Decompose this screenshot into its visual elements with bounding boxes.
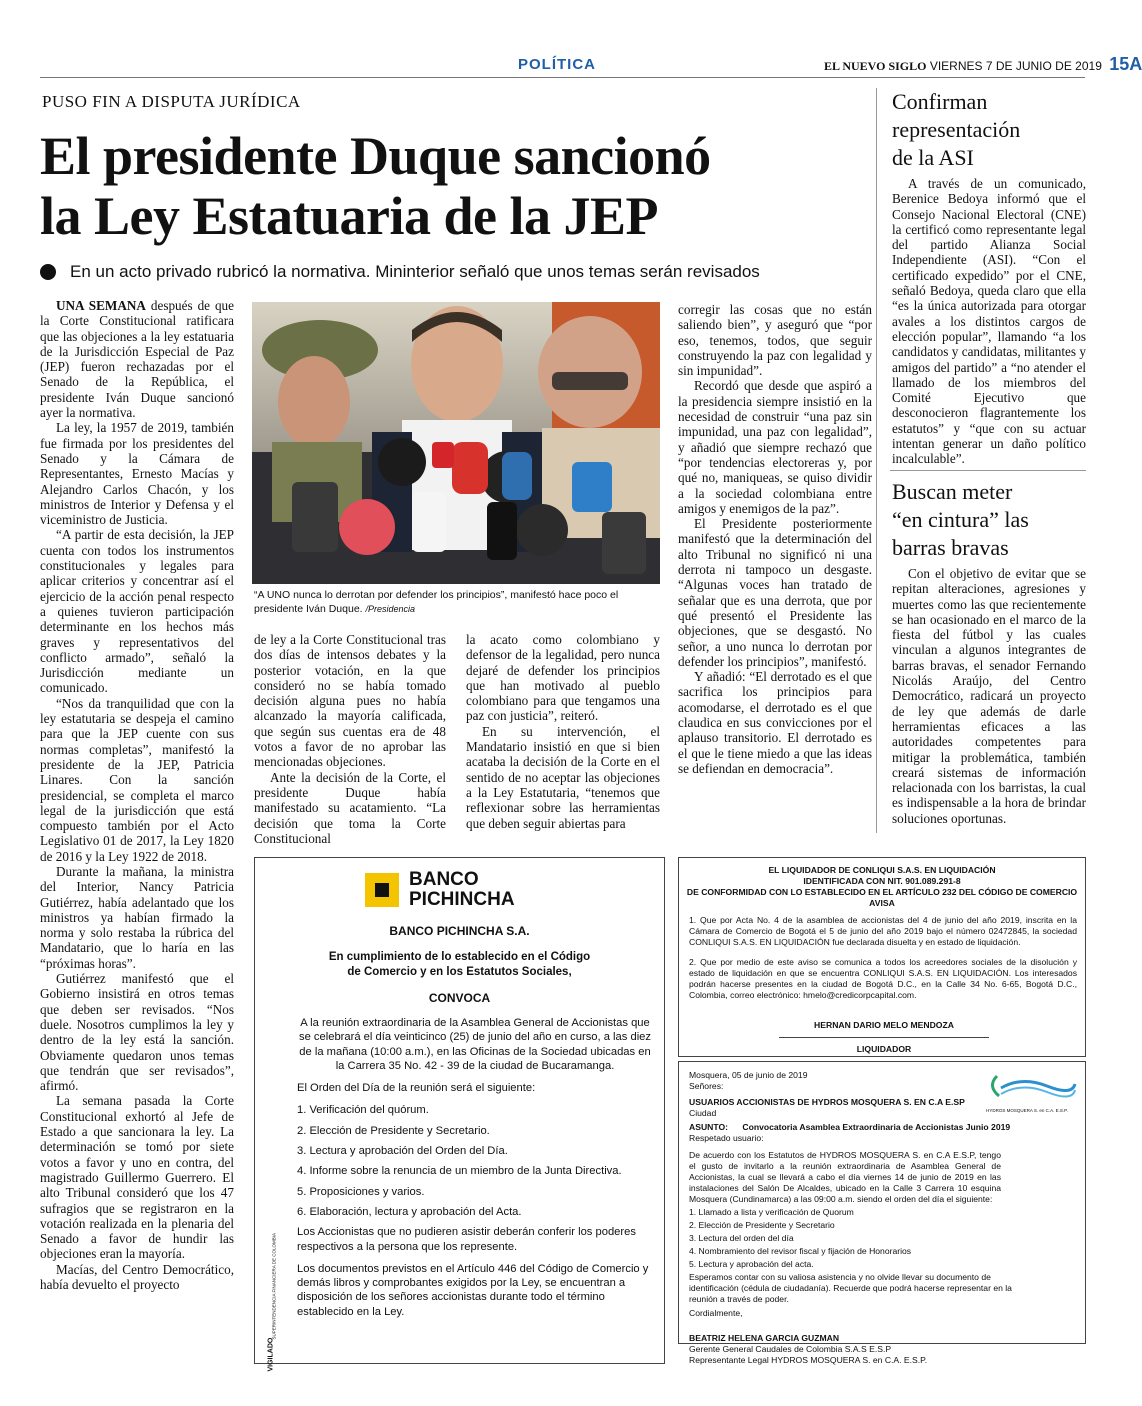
hydros-agenda-item: 4. Nombramiento del revisor fiscal y fijación de Honorarios <box>689 1246 912 1256</box>
article-kicker: PUSO FIN A DISPUTA JURÍDICA <box>42 92 301 111</box>
article-headline <box>40 126 870 246</box>
section-label: POLÍTICA <box>518 56 596 73</box>
hydros-agenda-item: 2. Elección de Presidente y Secretario <box>689 1220 835 1230</box>
sidebar-story-2-title <box>892 478 1088 562</box>
conliqui-role: LIQUIDADOR <box>856 1044 912 1054</box>
hydros-body <box>689 1070 1079 1366</box>
article-paragraph: Recordó que desde que aspiró a la presidencia siempre insistió en la necesidad de construir “una paz sin impunidad, una paz con legalidad”, y añadió que siempre rechazó que “por tendencias electoreras y, por qué no, maniqueas, se quiso dividir a la sociedad colombiana entre amigos y enemigos de la paz”. <box>678 378 872 516</box>
conliqui-paragraph-2: 2. Que por medio de este aviso se comunica a todos los acreedores sociales de la disolución y estado de liquidación en que se encuentra CONLIQUI S.A.S. EN LIQUIDACIÓN. Los interesados podrán hacerse presentes en la ciudad de Bogotá D.C., en la Calle 34 No. 6-65, Bogotá D.C., Colombia, correo electrónico: hmelo@credicorpcapital.com. <box>689 957 1077 1000</box>
intro-line-2: de Comercio y en los Estatutos Sociales, <box>347 966 572 978</box>
pichincha-logo <box>365 870 515 910</box>
article-column-4 <box>678 302 872 776</box>
conliqui-paragraph-1: 1. Que por Acta No. 4 de la asamblea de accionistas del 4 de junio del año 2019, inscrita en la Cámara de Comercio de Bogotá el 5 de junio del año 2019 bajo el número 02472845, la sociedad CONLIQUI S.A.S. EN LIQUIDACIÓN fue declarada disuelta y en estado de liquidación. <box>689 915 1077 947</box>
page-header-info <box>824 54 1142 75</box>
hydros-senores: Señores: <box>689 1081 724 1091</box>
pichincha-paragraph-4: Los documentos previstos en el Artículo 446 del Código de Comercio y demás libros y comprobantes exigidos por la Ley, se encuentran a disposición de los señores accionistas durante todo el término establecido en la Ley. <box>297 1262 649 1318</box>
pichincha-paragraph-3: Los Accionistas que no pudieren asistir deberán conferir los poderes respectivos a la persona que los represente. <box>297 1226 636 1253</box>
issue-date: VIERNES 7 DE JUNIO DE 2019 <box>929 59 1102 73</box>
conliqui-heading <box>679 865 1085 909</box>
story-1-paragraph: A través de un comunicado, Berenice Bedoya informó que el Consejo Nacional Electoral (CNE) la certificó como representante legal del partido Alianza Social Independiente (ASI). “Con el certificado expedido” por el CNE, señaló Bedoya, queda claro que ella “es la única autorizada para otorgar avales a los distintos cargos de elección popular”, llamando “a los candidatos y candidatas, militantes y amigos del partido” a “no atender el llamado de los miembros del Comité Ejecutivo que desconocieron flagrantemente los estatutos” y “que con su actuar intentan generar un daño político incalculable”. <box>892 176 1086 467</box>
hydros-addressee: USUARIOS ACCIONISTAS DE HYDROS MOSQUERA S. EN C.A E.SP <box>689 1097 965 1107</box>
banco-pichincha-notice <box>254 857 665 1372</box>
photo-caption <box>254 588 660 616</box>
conliqui-heading-line: EL LIQUIDADOR DE CONLIQUI S.A.S. EN LIQUIDACIÓN <box>768 865 996 875</box>
agenda-item: 5. Proposiciones y varios. <box>297 1185 425 1198</box>
hydros-signer-role: Representante Legal HYDROS MOSQUERA S. en C.A. E.S.P. <box>689 1355 928 1365</box>
hydros-date: Mosquera, 05 de junio de 2019 <box>689 1070 808 1080</box>
hydros-greeting: Respetado usuario: <box>689 1133 764 1143</box>
article-column-3 <box>466 632 660 831</box>
sidebar-story-2-body <box>892 566 1086 826</box>
article-paragraph: En su intervención, el Mandatario insistió en que si bien acataba la decisión de la Corte en el sentido de no aceptar las objeciones a la Ley Estatutaria, “tenemos que reflexionar sobre las herramientas que deben seguir abiertas para <box>466 723 660 831</box>
pichincha-paragraph-1: A la reunión extraordinaria de la Asamblea General de Accionistas que se celebrará el día veinticinco (25) de junio del año en curso, a las diez de la mañana (10:00 a.m.), en las Oficinas de la Sociedad ubicadas en la Carrera 35 No. 42 - 39 de la ciudad de Bucaramanga. <box>299 1017 651 1072</box>
article-paragraph: El Presidente posteriormente manifestó que la determinación del alto Tribunal no significó ni una derrota ni tampoco un desgaste. “Algunas voces han tratado de señalar que es una derrota, que por qué presentó el Presidente las objeciones, que se desgastó. No señor, a uno nunca lo derrotan por defender los principios”, manifestó. <box>678 516 872 669</box>
agenda-item: 4. Informe sobre la renuncia de un miembro de la Junta Directiva. <box>297 1165 622 1178</box>
intro-line-1: En cumplimiento de lo establecido en el Código <box>328 951 591 963</box>
pichincha-agenda <box>297 1103 653 1219</box>
hydros-agenda-item: 1. Llamado a lista y verificación de Quorum <box>689 1207 854 1217</box>
pichincha-paragraph-2: El Orden del Día de la reunión será el siguiente: <box>297 1082 536 1095</box>
article-paragraph: Durante la mañana, la ministra del Interior, Nancy Patricia Gutiérrez, había adelantado que los ministros ya habían firmado la norma y solo restaba la rúbrica del Mandatario, que lo haría en las “próximas horas”. <box>40 863 234 971</box>
caption-text: “A UNO nunca lo derrotan por defender los principios”, manifestó hace poco el presidente Iván Duque. <box>254 589 619 615</box>
conliqui-signature <box>779 1020 989 1055</box>
hydros-ciudad: Ciudad <box>689 1108 717 1118</box>
hydros-asunto <box>689 1122 1079 1133</box>
agenda-item: 1. Verificación del quórum. <box>297 1104 429 1117</box>
sidebar-separator <box>890 470 1086 471</box>
article-paragraph: “A partir de esta decisión, la JEP cuenta con todos los instrumentos constitucionales y legales para aplicar criterios y concentrar así el ejercicio de la acción penal respecto a quienes tuvieron participación determinante en los hechos más graves y representativos del conflicto armado”, señaló la Jurisdicción mediante un comunicado. <box>40 527 234 696</box>
sidebar-story-1-title <box>892 88 1088 172</box>
story-1-title-line: representación <box>892 117 1021 142</box>
header-rule <box>40 77 1085 78</box>
hydros-logo-text: HYDROS MOSQUERA S. en C.A. E.S.P. <box>986 1108 1068 1113</box>
sidebar-divider <box>876 88 877 833</box>
hydros-notice <box>678 1061 1086 1365</box>
pichincha-logo-icon <box>365 873 399 907</box>
page-number: 15A <box>1109 54 1142 74</box>
story-2-title-line: “en cintura” las <box>892 507 1029 532</box>
hydros-cordialmente: Cordialmente, <box>689 1308 743 1318</box>
hydros-agenda-item: 5. Lectura y aprobación del acta. <box>689 1259 814 1269</box>
pichincha-body <box>297 1016 653 1319</box>
headline-line-1: El presidente Duque sancionó <box>40 126 711 186</box>
article-paragraph: Gutiérrez manifestó que el Gobierno insistirá en otros temas que deben ser revisados. “Nos duele. Nosotros cumplimos la ley y dentro de la ley está la sanción. Obviamente quedaron unos temas que tendrán que ser revisados”, afirmó. <box>40 971 234 1094</box>
superintendencia-label: SUPERINTENDENCIA FINANCIERA DE COLOMBIA <box>271 1232 277 1340</box>
vigilado-label: VIGILADO <box>267 1337 275 1372</box>
conliqui-body <box>689 915 1077 1001</box>
vigilado-stamp <box>261 1232 287 1372</box>
pichincha-convoca: CONVOCA <box>428 991 491 1005</box>
article-paragraph: La ley, la 1957 de 2019, también fue firmada por los presidentes del Senado y la Cámara de Representantes, Ernesto Macías y Alejandro Carlos Chacón, y los ministros de Interior y Defensa y el viceministro de Justicia. <box>40 420 234 528</box>
asunto-label: ASUNTO: <box>689 1122 728 1132</box>
article-paragraph: “Nos da tranquilidad que con la ley estatutaria se despeja el camino para que la JEP cuente con sus normas completas”, manifestó la presidente de la JEP, Patricia Linares. Con la sanción presidencial, se completa el marco legal de la jurisdicción que está compuesto también por el Acto Legislativo 01 de 2017, la Ley 1820 de 2016 y la Ley 1922 de 2018. <box>40 695 234 864</box>
article-subhead <box>40 262 760 282</box>
article-paragraph: Macías, del Centro Democrático, había devuelto el proyecto <box>40 1261 234 1292</box>
article-paragraph: corregir las cosas que no están saliendo bien”, y aseguró que “por eso, tenemos, todos, que seguir construyendo la paz con legalidad y sin impunidad”. <box>678 302 872 379</box>
press-scrum-photo <box>252 302 660 584</box>
bullet-icon <box>40 264 56 280</box>
pichincha-company: BANCO PICHINCHA S.A. <box>389 924 530 938</box>
hydros-paragraph: De acuerdo con los Estatutos de HYDROS MOSQUERA S. en C.A E.S.P, tengo el gusto de invitarlo a la reunión extraordinaria de Asamblea General de Accionistas, la cual se llevará a cabo el día viernes 14 de junio de 2019 en las instalaciones del Salón De Alcaldes, ubicado en la Calle 3 Carrera 10 esquina Mosquera (Cundinamarca) a las 09:00 a.m. siendo el orden del día el siguiente: <box>689 1150 1001 1204</box>
logo-line-1: BANCO <box>409 869 479 890</box>
article-lead-in: UNA SEMANA <box>56 298 146 313</box>
conliqui-notice <box>678 857 1086 1057</box>
hydros-agenda <box>689 1207 1079 1270</box>
conliqui-heading-line: DE CONFORMIDAD CON LO ESTABLECIDO EN EL ARTÍCULO 232 DEL CÓDIGO DE COMERCIO <box>686 887 1078 897</box>
pichincha-intro <box>255 950 664 980</box>
story-2-title-line: barras bravas <box>892 535 1009 560</box>
headline-line-2: la Ley Estatuaria de la JEP <box>40 186 658 246</box>
article-paragraph: Y añadió: “El derrotado es el que sacrifica los principios para acomodarse, el derrotado es el que claudica en sus convicciones por el aplauso transitorio. El derrotado es el que le tiene miedo a que las ideas se defiendan en democracia”. <box>678 669 872 776</box>
newspaper-name: EL NUEVO SIGLO <box>824 59 927 73</box>
article-paragraph: Ante la decisión de la Corte, el presidente Duque había manifestado su acatamiento. “La decisión que toma la Corte Constitucional <box>254 769 446 846</box>
hydros-signer: BEATRIZ HELENA GARCIA GUZMAN <box>689 1333 840 1343</box>
story-1-title-line: de la ASI <box>892 145 974 170</box>
asunto-text: Convocatoria Asamblea Extraordinaria de Accionistas Junio 2019 <box>742 1122 1011 1132</box>
agenda-item: 6. Elaboración, lectura y aprobación del Acta. <box>297 1205 522 1218</box>
article-column-1 <box>40 298 234 1292</box>
hydros-agenda-item: 3. Lectura del orden del día <box>689 1233 794 1243</box>
article-column-2 <box>254 632 446 846</box>
sidebar-story-1-body <box>892 176 1086 467</box>
article-photo <box>252 302 660 584</box>
photo-credit: /Presidencia <box>365 604 416 614</box>
agenda-item: 2. Elección de Presidente y Secretario. <box>297 1124 490 1137</box>
subhead-text: En un acto privado rubricó la normativa. Mininterior señaló que unos temas serán revisados <box>70 262 760 281</box>
article-paragraph: la acato como colombiano y defensor de la legalidad, pero nunca dejaré de defender los principios que han motivado al pueblo colombiano para que tengamos una paz con justicia”, reiteró. <box>466 632 660 724</box>
hydros-signer-role: Gerente General Caudales de Colombia S.A.S E.S.P <box>689 1344 892 1354</box>
article-paragraph: de ley a la Corte Constitucional tras dos días de intensos debates y la posterior votación, en la que consideró no se había tomado decisión alguna pues no había alcanzado la mayoría calificada, que según sus cuentas era de 48 votos a favor de no aprobar las mencionadas objeciones. <box>254 632 446 770</box>
story-2-paragraph: Con el objetivo de evitar que se repitan alteraciones, agresiones y muertes como las que recientemente se han ocasionado en el marco de la fiesta del fútbol y las cuales vinculan a algunos integrantes de barras bravas, el senador Fernando Nicolás Araújo, del Centro Democrático, radicará un proyecto de ley que además de darle herramientas eficaces a las autoridades competentes para mitigar la problemática, también creará sistemas de información relacionada con los barristas, la cual es indispensable a la hora de brindar soluciones oportunas. <box>892 566 1086 826</box>
article-paragraph: La semana pasada la Corte Constitucional exhortó al Jefe de Estado a que sancionara la ley. La determinación se tomó por siete votos a favor y uno en contra, del magistrado Guillermo Guerrero. El alto Tribunal consideró que los 47 sufragios que se registraron en la votación realizada en la plenaria del Senado a favor de hundir las objeciones eran la mayoría. <box>40 1093 234 1262</box>
conliqui-signer: HERNAN DARIO MELO MENDOZA <box>779 1020 989 1038</box>
conliqui-heading-line: AVISA <box>869 898 895 908</box>
hydros-closing: Esperamos contar con su valiosa asistencia y no olvide llevar su documento de identificación (cédula de ciudadanía). Recuerde que podrá hacerse representar en la reunión a través de poder. <box>689 1272 1012 1304</box>
conliqui-heading-line: IDENTIFICADA CON NIT. 901.089.291-8 <box>803 876 961 886</box>
agenda-item: 3. Lectura y aprobación del Orden del Día. <box>297 1145 508 1158</box>
article-paragraph: UNA SEMANA después de que la Corte Constitucional ratificara que las objeciones a la ley estatuaria de la Jurisdicción Especial de Paz (JEP) fueron rechazadas por el Senado de la República, el presidente Iván Duque sancionó ayer la normativa. <box>40 298 234 421</box>
story-2-title-line: Buscan meter <box>892 479 1013 504</box>
story-1-title-line: Confirman <box>892 89 988 114</box>
logo-line-2: PICHINCHA <box>409 889 515 910</box>
